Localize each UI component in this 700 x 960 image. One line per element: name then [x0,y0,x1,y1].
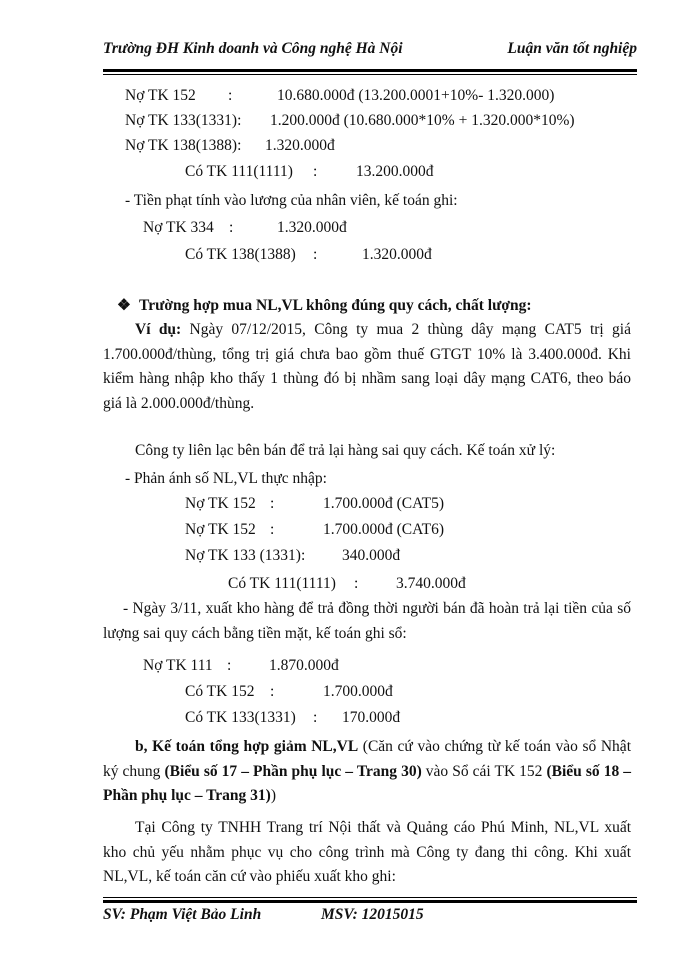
contact-line: Công ty liên lạc bên bán để trả lại hàng sai quy cách. Kế toán xử lý: [135,442,556,459]
amount: 1.700.000đ (CAT6) [323,521,444,538]
colon: : [270,495,275,512]
account-label: Nợ TK 138(1388): [125,137,242,154]
bullet-icon: ❖ [117,297,131,314]
section-title: Trường hợp mua NL,VL không đúng quy cách, chất lượng: [139,297,532,314]
amount: 1.320.000đ [265,137,335,154]
amount: 3.740.000đ [396,575,466,592]
amount: 1.700.000đ (CAT5) [323,495,444,512]
account-label: Nợ TK 152 [125,87,196,104]
amount: 1.870.000đ [269,657,339,674]
part-b-text: ) [270,787,276,804]
account-label: Có TK 111(1111) [228,575,336,592]
account-label: Có TK 133(1331) [185,709,296,726]
account-label: Nợ TK 152 [185,521,256,538]
dash-paragraph [103,597,631,646]
student-name: SV: Phạm Việt Bảo Linh [103,906,262,923]
page-header [103,40,637,66]
account-label: Nợ TK 334 [143,219,214,236]
part-b-heading: b, Kế toán tổng hợp giảm NL,VL [135,738,359,755]
amount: 13.200.000đ [356,163,434,180]
company-paragraph [103,816,631,890]
colon: : [229,219,234,236]
student-id: MSV: 12015015 [321,906,424,923]
part-b-text: vào Sổ cái TK 152 [421,762,547,780]
company-text: Tại Công ty TNHH Trang trí Nội thất và Quảng cáo Phú Minh, NL,VL xuất kho chủ yếu nhằm phục vụ cho công trình mà Công ty đang thi công. Khi xuất NL,VL, kế toán căn cứ vào phiếu xuất kho ghi: [103,819,631,885]
part-b-paragraph [103,735,631,809]
amount: 1.320.000đ [362,246,432,263]
amount: 10.680.000đ (13.200.0001+10%- 1.320.000) [277,87,555,104]
amount: 340.000đ [342,547,401,564]
example-label: Ví dụ: [135,321,182,338]
account-label: Nợ TK 152 [185,495,256,512]
thesis-label: Luận văn tốt nghiệp [507,40,637,57]
footer-rule-thin [103,897,637,898]
account-label: Có TK 111(1111) [185,163,293,180]
part-b-text: (Căn cứ vào chứng từ kế toán vào sổ Nhật ký chung [103,738,631,780]
account-label: Nợ TK 133 (1331): [185,547,306,564]
colon: : [270,683,275,700]
amount: 1.200.000đ (10.680.000*10% + 1.320.000*10%) [270,112,575,129]
header-rule-thin [103,74,637,75]
page-footer [103,902,637,926]
colon: : [270,521,275,538]
colon: : [228,87,233,104]
example-paragraph [103,318,631,416]
dash-line: - Phản ánh số NL,VL thực nhập: [125,470,327,487]
colon: : [354,575,359,592]
amount: 170.000đ [342,709,401,726]
university-name: Trường ĐH Kinh doanh và Công nghệ Hà Nội [103,40,403,57]
account-label: Nợ TK 111 [143,657,213,674]
account-label: Có TK 138(1388) [185,246,296,263]
colon: : [313,246,318,263]
dash-text: - Ngày 3/11, xuất kho hàng để trả đồng thời người bán đã hoàn trả lại tiền của số lượng sai quy cách bằng tiền mặt, kế toán ghi sổ: [103,600,631,642]
amount: 1.320.000đ [277,219,347,236]
colon: : [313,163,318,180]
dash-line: - Tiền phạt tính vào lương của nhân viên, kế toán ghi: [125,192,458,209]
account-label: Có TK 152 [185,683,255,700]
colon: : [313,709,318,726]
colon: : [227,657,232,674]
amount: 1.700.000đ [323,683,393,700]
account-label: Nợ TK 133(1331): [125,112,242,129]
header-rule-thick [103,69,637,72]
part-b-ref: (Biểu số 18 – Phần phụ lục – Trang 31) [103,762,631,804]
example-text: Ngày 07/12/2015, Công ty mua 2 thùng dây mạng CAT5 trị giá 1.700.000đ/thùng, tổng trị giá chưa bao gồm thuế GTGT 10% là 3.400.000đ. Khi kiểm hàng nhập kho thấy 1 thùng đó bị nhầm sang loại dây mạng CAT6, theo báo giá là 2.000.000đ/thùng. [103,321,631,412]
part-b-ref: (Biểu số 17 – Phần phụ lục – Trang 30) [164,762,422,780]
